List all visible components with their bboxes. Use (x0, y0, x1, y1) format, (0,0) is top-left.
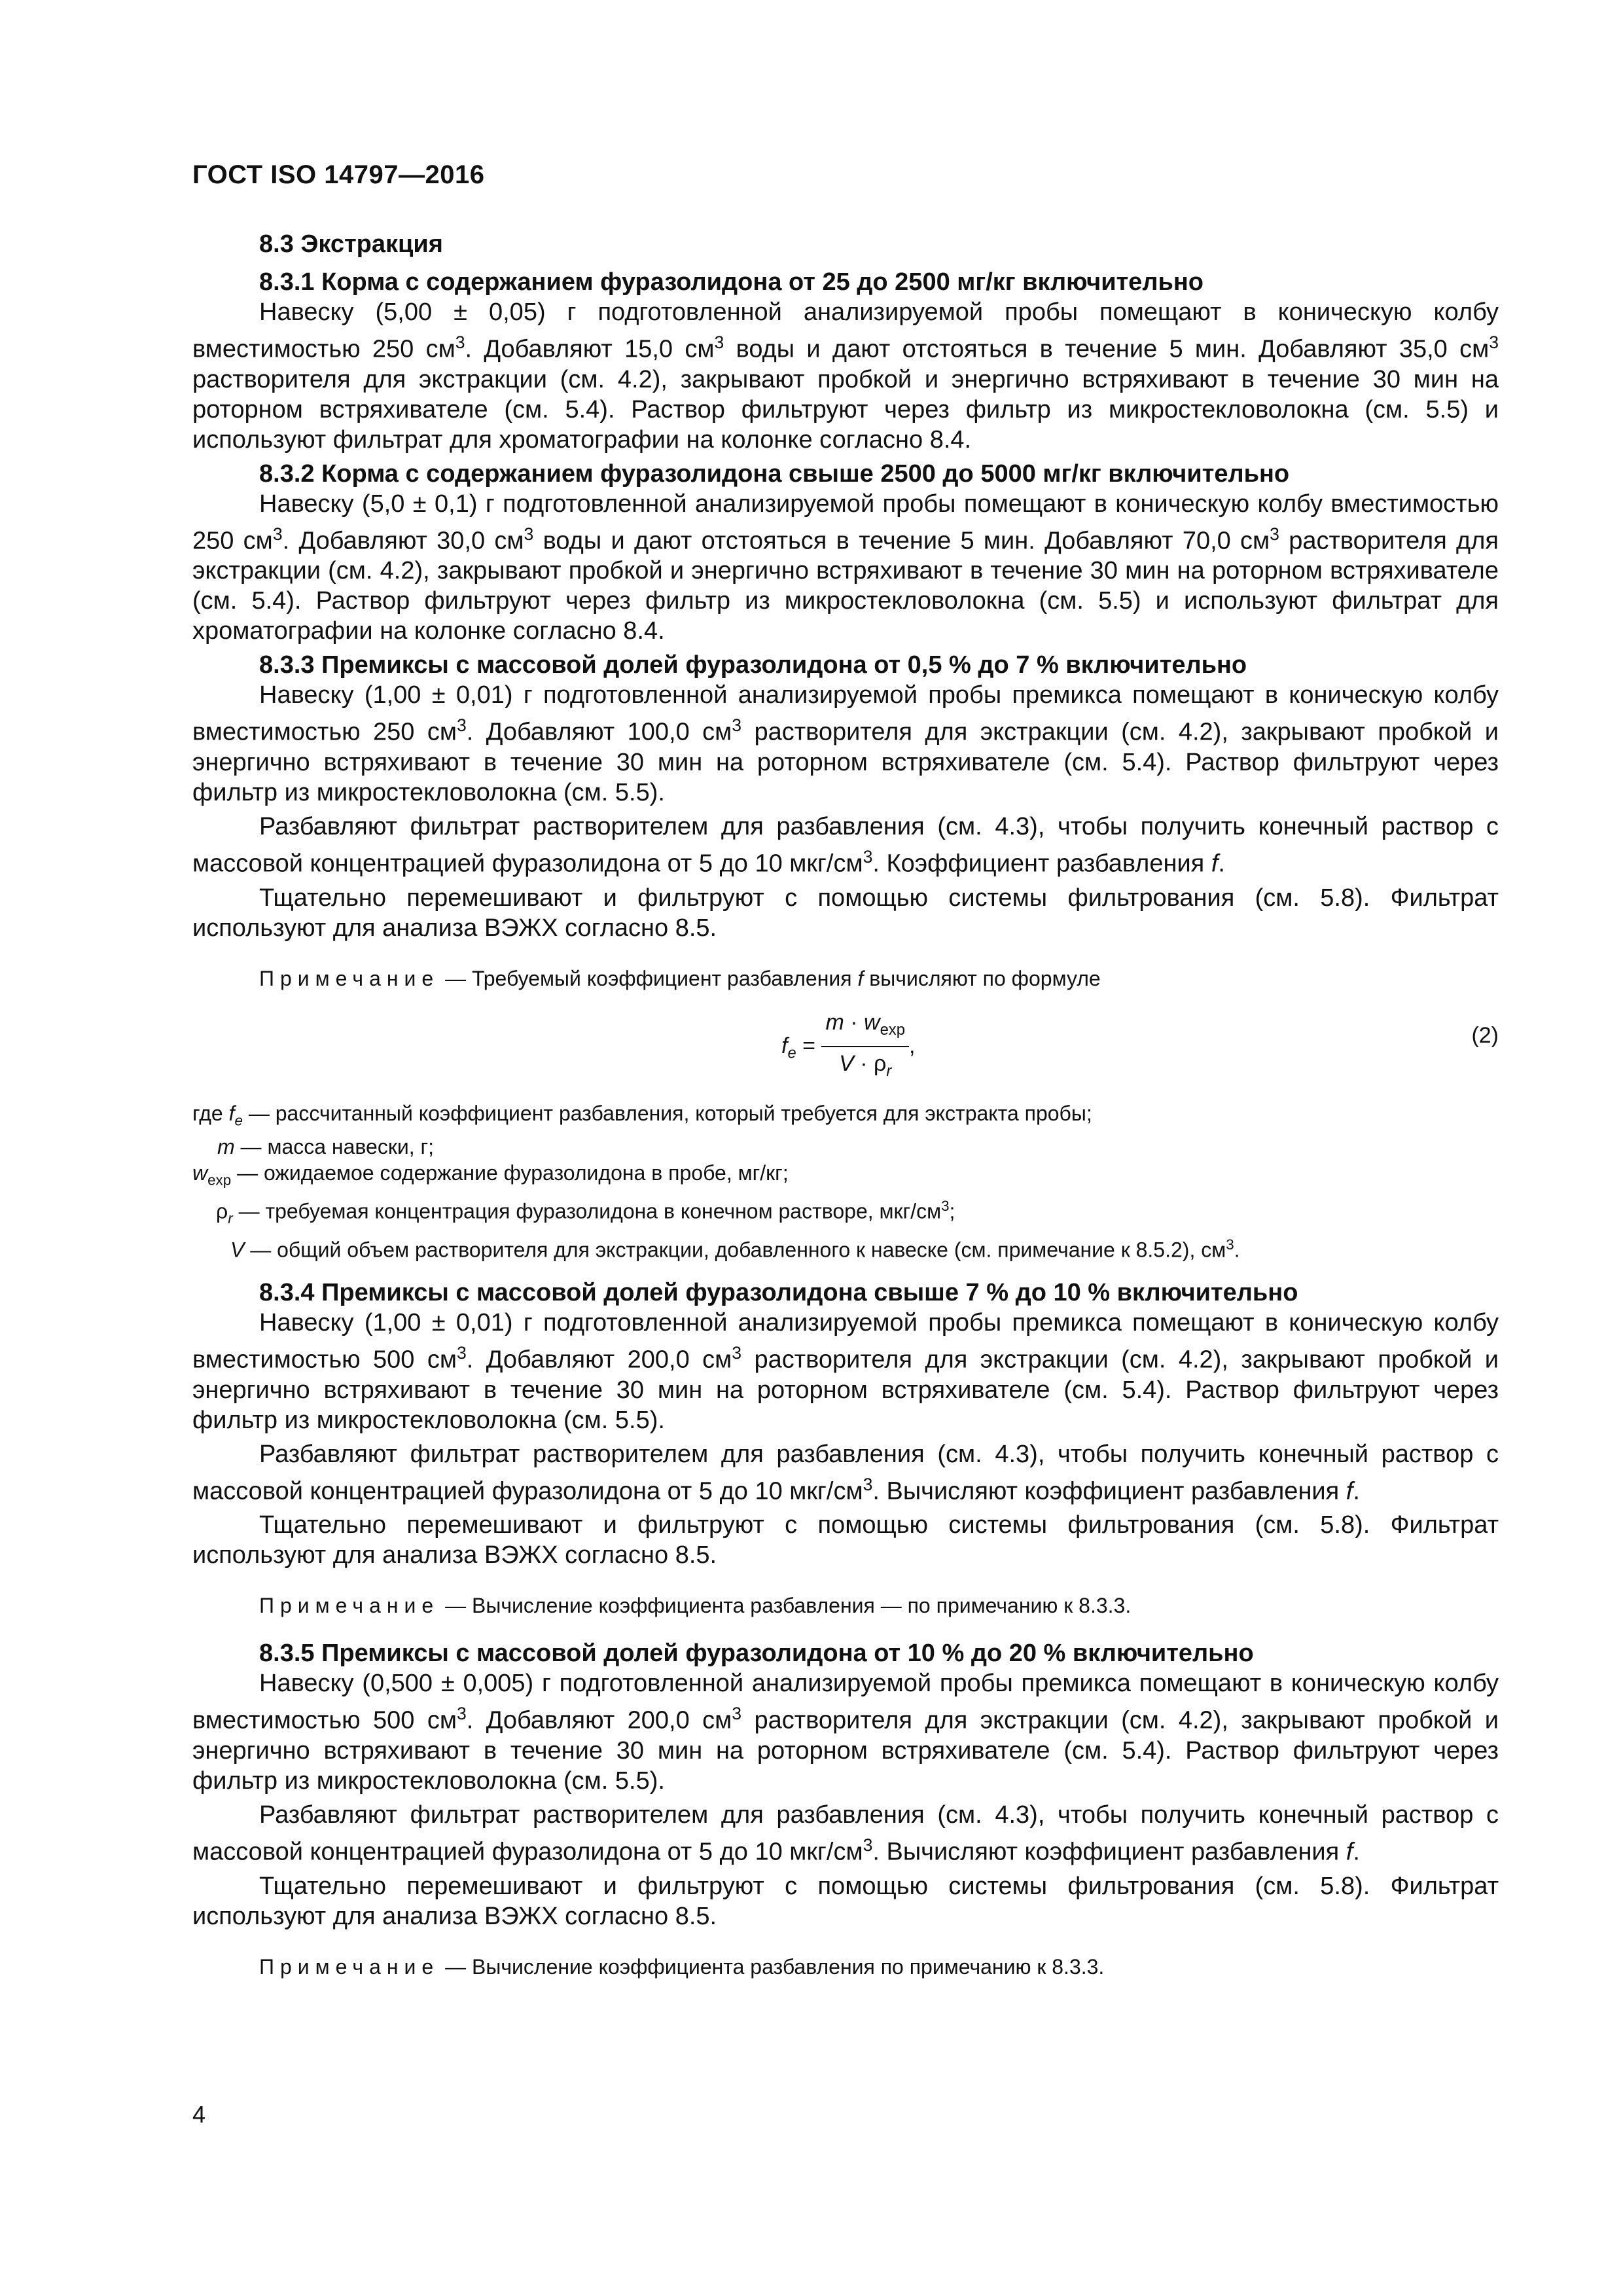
definition-m: m — масса навески, г; (217, 1135, 435, 1159)
formula-2 (192, 1011, 1499, 1083)
section-title-8-3-2: 8.3.2 Корма с содержанием фуразолидона свыше 2500 до 5000 мг/кг включительно (259, 459, 1290, 488)
definition-v: V — общий объем растворителя для экстракции, добавленного к навеске (см. примечание к 8.5.2), $см^3$. (230, 1236, 1240, 1263)
section-title-8-3-1: 8.3.1 Корма с содержанием фуразолидона от 25 до 2500 мг/кг включительно (259, 268, 1204, 296)
paragraph-8-3-5-2: Разбавляют фильтрат растворителем для разбавления (см. 4.3), чтобы получить конечный раствор с массовой концентрацией фуразолидона от 5 до 10 мкг/$см^3$. Вычисляют коэффициент разбавления f. (192, 1801, 1499, 1866)
paragraph-8-3-4-3: Тщательно перемешивают и фильтруют с помощью системы фильтрования (см. 5.8). Фильтрат используют для анализа ВЭЖХ согласно 8.5. (192, 1511, 1499, 1570)
section-title-8-3-3: 8.3.3 Премиксы с массовой долей фуразолидона от 0,5 % до 7 % включительно (259, 651, 1247, 679)
paragraph-8-3-3-3: Тщательно перемешивают и фильтруют с помощью системы фильтрования (см. 5.8). Фильтрат используют для анализа ВЭЖХ согласно 8.5. (192, 884, 1499, 942)
definition-rho: $\rho_r$ — требуемая концентрация фуразолидона в конечном растворе, мкг/$см^3$; (216, 1198, 955, 1227)
paragraph-8-3-4-1: Навеску (1,00 ± 0,01) г подготовленной анализируемой пробы премикса помещают в коническую колбу вместимостью 500 $см^3$. Добавляют 200,0 $см^3$ растворителя для экстракции (см. 4.2), закрывают пробкой и энергично встряхивают в течение 30 мин на роторном встряхивателе (см. 5.4). Раствор фильтруют через фильтр из микростекловолокна (см. 5.5). (192, 1309, 1499, 1434)
main-content (192, 229, 1499, 2000)
section-title-8-3: 8.3 Экстракция (259, 230, 443, 258)
paragraph-8-3-3-2: Разбавляют фильтрат растворителем для разбавления (см. 4.3), чтобы получить конечный раствор с массовой концентрацией фуразолидона от 5 до 10 мкг/$см^3$. Коэффициент разбавления f. (192, 812, 1499, 878)
definition-fe: где $f_e$ — рассчитанный коэффициент разбавления, который требуется для экстракта пробы; (192, 1101, 1092, 1129)
definition-wexp: $w_{exp}$ — ожидаемое содержание фуразолидона в пробе, мг/кг; (192, 1161, 789, 1189)
note-8-3-4: Примечание — Вычисление коэффициента разбавления — по примечанию к 8.3.3. (259, 1594, 1132, 1618)
equation-number: (2) (1471, 1022, 1499, 1048)
paragraph-8-3-4-2: Разбавляют фильтрат растворителем для разбавления (см. 4.3), чтобы получить конечный раствор с массовой концентрацией фуразолидона от 5 до 10 мкг/$см^3$. Вычисляют коэффициент разбавления f. (192, 1440, 1499, 1505)
paragraph-8-3-2: Навеску (5,0 ± 0,1) г подготовленной анализируемой пробы помещают в коническую колбу вместимостью 250 $см^3$. Добавляют 30,0 $см^3$ воды и дают отстояться в течение 5 мин. Добавляют 70,0 $см^3$ растворителя для экстракции (см. 4.2), закрывают пробкой и энергично встряхивают в течение 30 мин на роторном встряхивателе (см. 5.4). Раствор фильтруют через фильтр из микростекловолокна (см. 5.5) и используют фильтрат для хроматографии на колонке согласно 8.4. (192, 490, 1499, 645)
note-8-3-3: Примечание — Требуемый коэффициент разбавления f вычисляют по формуле (259, 966, 1101, 990)
paragraph-8-3-1: Навеску (5,00 ± 0,05) г подготовленной анализируемой пробы помещают в коническую колбу вместимостью 250 $см^3$. Добавляют 15,0 $см^3$ воды и дают отстояться в течение 5 мин. Добавляют 35,0 $см^3$ растворителя для экстракции (см. 4.2), закрывают пробкой и энергично встряхивают в течение 30 мин на роторном встряхивателе (см. 5.4). Раствор фильтруют через фильтр из микростекловолокна (см. 5.5) и используют фильтрат для хроматографии на колонке согласно 8.4. (192, 298, 1499, 454)
paragraph-8-3-5-1: Навеску (0,500 ± 0,005) г подготовленной анализируемой пробы премикса помещают в коническую колбу вместимостью 500 $см^3$. Добавляют 200,0 $см^3$ растворителя для экстракции (см. 4.2), закрывают пробкой и энергично встряхивают в течение 30 мин на роторном встряхивателе (см. 5.4). Раствор фильтруют через фильтр из микростекловолокна (см. 5.5). (192, 1670, 1499, 1795)
page-number: 4 (192, 2101, 206, 2128)
section-title-8-3-5: 8.3.5 Премиксы с массовой долей фуразолидона от 10 % до 20 % включительно (259, 1640, 1254, 1668)
note-8-3-5: Примечание — Вычисление коэффициента разбавления по примечанию к 8.3.3. (259, 1954, 1105, 1979)
standard-header: ГОСТ ISO 14797—2016 (192, 160, 485, 189)
formula-definitions (192, 1100, 1499, 1263)
section-title-8-3-4: 8.3.4 Премиксы с массовой долей фуразолидона свыше 7 % до 10 % включительно (259, 1279, 1298, 1307)
paragraph-8-3-5-3: Тщательно перемешивают и фильтруют с помощью системы фильтрования (см. 5.8). Фильтрат используют для анализа ВЭЖХ согласно 8.5. (192, 1872, 1499, 1930)
paragraph-8-3-3-1: Навеску (1,00 ± 0,01) г подготовленной анализируемой пробы премикса помещают в коническую колбу вместимостью 250 $см^3$. Добавляют 100,0 $см^3$ растворителя для экстракции (см. 4.2), закрывают пробкой и энергично встряхивают в течение 30 мин на роторном встряхивателе (см. 5.4). Раствор фильтруют через фильтр из микростекловолокна (см. 5.5). (192, 681, 1499, 806)
formula-fraction: $\frac{m \cdot w_{exp}}{V \cdot \rho_r}$ (821, 1007, 908, 1087)
dilution-formula: $f_e$ = $\frac{m \cdot w_{exp}}{V \cdot \rho_r}$ , (781, 1007, 915, 1087)
